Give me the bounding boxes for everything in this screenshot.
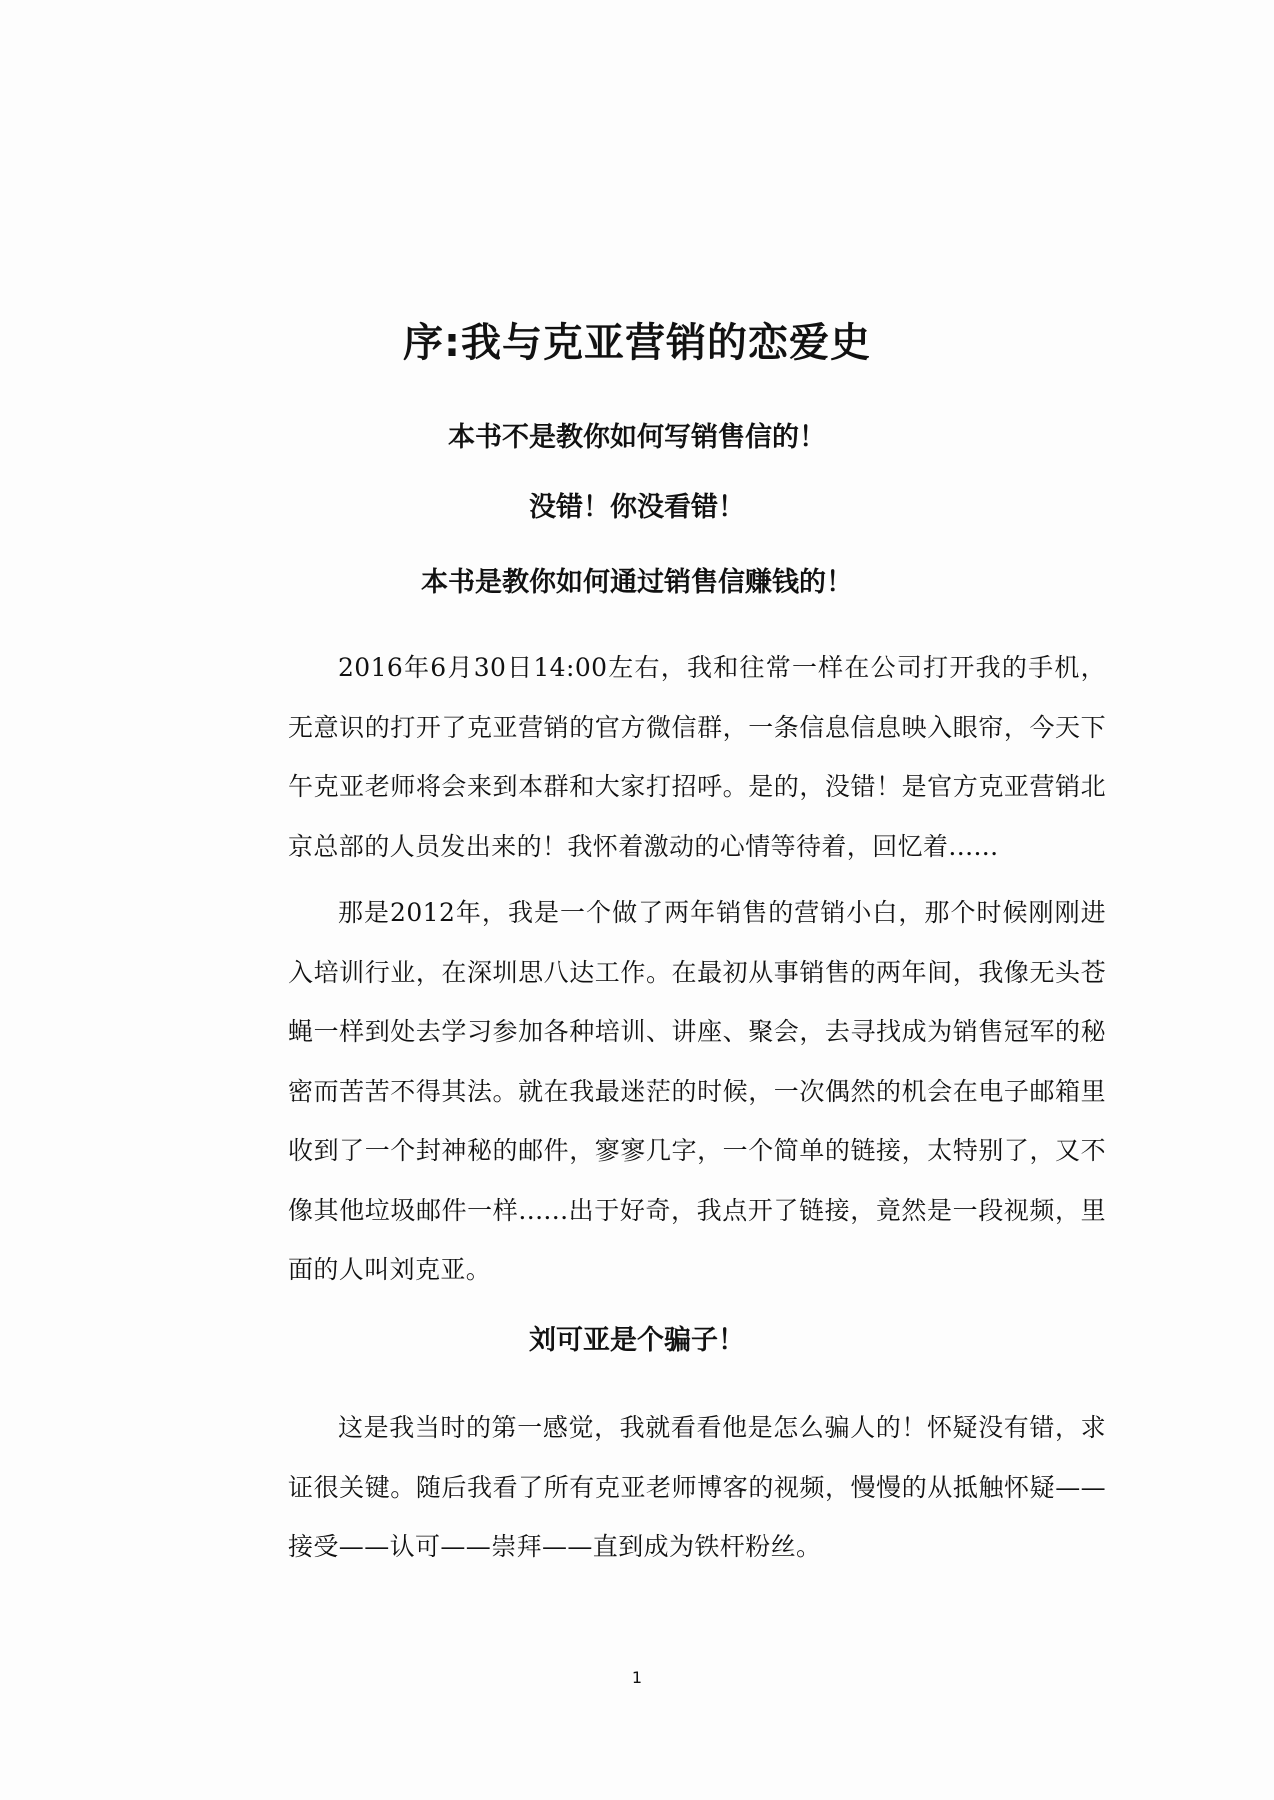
- body-paragraph-1: 2016年6月30日14:00左右，我和往常一样在公司打开我的手机，无意识的打开了克亚营销的官方微信群，一条信息信息映入眼帘，今天下午克亚老师将会来到本群和大家打招呼。是的，没错！是官方克亚营销北京总部的人员发出来的！我怀着激动的心情等待着，回忆着......: [288, 653, 1106, 861]
- body-paragraph-3: 这是我当时的第一感觉，我就看看他是怎么骗人的！怀疑没有错，求证很关键。随后我看了所有克亚老师博客的视频，慢慢的从抵触怀疑——接受——认可——崇拜——直到成为铁杆粉丝。: [288, 1413, 1106, 1561]
- body-paragraph-2: 那是2012年，我是一个做了两年销售的营销小白，那个时候刚刚进入培训行业，在深圳思八达工作。在最初从事销售的两年间，我像无头苍蝇一样到处去学习参加各种培训、讲座、聚会，去寻找成为销售冠军的秘密而苦苦不得其法。就在我最迷茫的时候，一次偶然的机会在电子邮箱里收到了一个封神秘的邮件，寥寥几字，一个简单的链接，太特别了，又不像其他垃圾邮件一样......出于好奇，我点开了链接，竟然是一段视频，里面的人叫刘克亚。: [288, 898, 1106, 1284]
- section-heading-3: 本书是教你如何通过销售信赚钱的！: [421, 567, 853, 598]
- section-heading-2: 没错！你没看错！: [529, 492, 745, 523]
- page-title: 序:我与克亚营销的恋爱史: [403, 320, 871, 366]
- section-heading-4: 刘可亚是个骗子！: [529, 1325, 745, 1356]
- section-heading-1: 本书不是教你如何写销售信的！: [448, 422, 826, 453]
- page-number: 1: [631, 1668, 643, 1687]
